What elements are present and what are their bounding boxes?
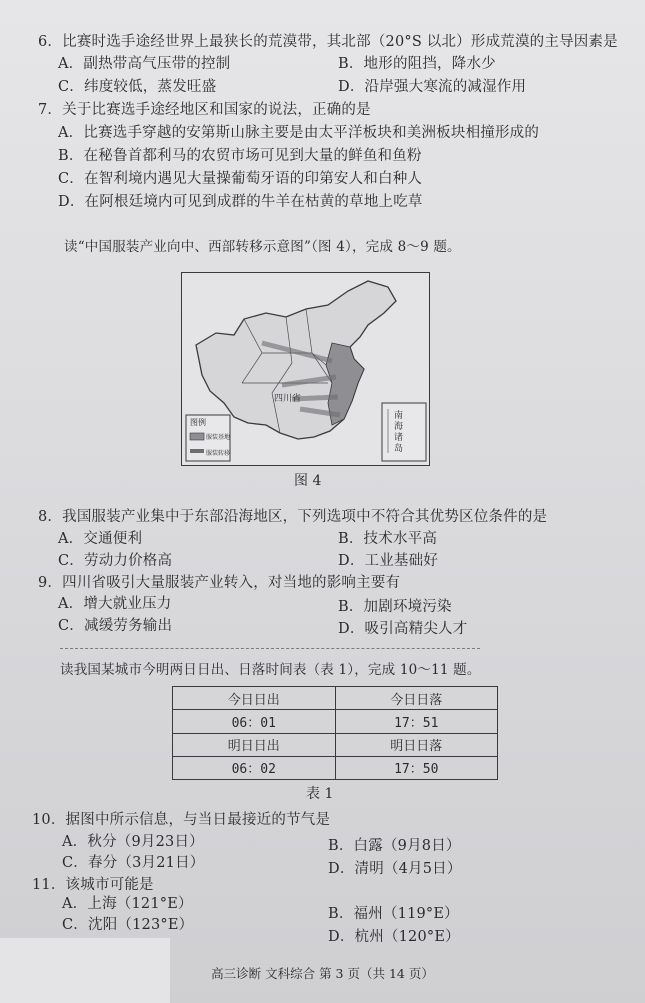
value-tomorrow-sunrise: 06：02 xyxy=(173,756,336,779)
question-8-option-d: D．工业基础好 xyxy=(338,553,439,569)
question-8-option-a: A．交通便利 xyxy=(58,531,143,547)
question-10-option-d: D．清明（4月5日） xyxy=(328,861,462,877)
question-9-option-b: B．加剧环境污染 xyxy=(338,599,452,615)
question-11-option-a: A．上海（121°E） xyxy=(62,896,193,912)
question-6-option-c: C．纬度较低，蒸发旺盛 xyxy=(58,79,217,95)
question-9-option-c: C．减缓劳务输出 xyxy=(58,618,173,634)
question-11-option-d: D．杭州（120°E） xyxy=(328,929,460,945)
header-today-sunset: 今日日落 xyxy=(335,687,498,710)
figure-4-caption: 图 4 xyxy=(294,473,322,489)
header-tomorrow-sunset: 明日日落 xyxy=(335,733,498,756)
value-tomorrow-sunset: 17：50 xyxy=(335,756,498,779)
value-today-sunset: 17：51 xyxy=(335,710,498,733)
question-6-option-d: D．沿岸强大寒流的减湿作用 xyxy=(338,79,527,95)
question-6-option-a: A．副热带高气压带的控制 xyxy=(58,56,231,72)
question-6-stem: 6．比赛时选手途经世界上最狭长的荒漠带，其北部（20°S 以北）形成荒漠的主导因素是 xyxy=(38,34,618,50)
question-11-stem: 11．该城市可能是 xyxy=(32,877,154,893)
header-tomorrow-sunrise: 明日日出 xyxy=(173,733,336,756)
table-1-sun-times xyxy=(172,686,498,780)
inset-label: 南海诸岛 xyxy=(394,411,404,454)
question-8-stem: 8．我国服装产业集中于东部沿海地区，下列选项中不符合其优势区位条件的是 xyxy=(38,509,548,525)
legend-label-base: 服装基地 xyxy=(206,434,231,441)
question-9-option-a: A．增大就业压力 xyxy=(58,596,172,612)
question-7-option-c: C．在智利境内遇见大量操葡萄牙语的印第安人和白种人 xyxy=(58,171,423,187)
question-7-option-a: A．比赛选手穿越的安第斯山脉主要是由太平洋板块和美洲板块相撞形成的 xyxy=(58,125,540,141)
question-7-stem: 7．关于比赛选手途经地区和国家的说法，正确的是 xyxy=(38,102,371,118)
section-divider xyxy=(60,648,480,649)
legend-base-swatch xyxy=(190,433,204,440)
legend-label-transfer: 服装转移 xyxy=(206,450,231,457)
question-8-option-c: C．劳动力价格高 xyxy=(58,553,173,569)
question-7-option-b: B．在秘鲁首都利马的农贸市场可见到大量的鲜鱼和鱼粉 xyxy=(58,148,422,164)
question-8-option-b: B．技术水平高 xyxy=(338,531,438,547)
question-6-option-b: B．地形的阻挡，降水少 xyxy=(338,56,496,72)
header-today-sunrise: 今日日出 xyxy=(173,687,336,710)
figure-4-map xyxy=(181,272,430,466)
question-9-stem: 9．四川省吸引大量服装产业转入，对当地的影响主要有 xyxy=(38,575,401,591)
intro-questions-8-9: 读“中国服装产业向中、西部转移示意图”（图 4），完成 8～9 题。 xyxy=(64,239,461,255)
sichuan-label: 四川省 xyxy=(274,394,302,404)
value-today-sunrise: 06：01 xyxy=(173,710,336,733)
question-11-option-b: B．福州（119°E） xyxy=(328,906,459,922)
question-10-option-b: B．白露（9月8日） xyxy=(328,838,461,854)
legend-title: 图例 xyxy=(190,418,206,427)
table-1-caption: 表 1 xyxy=(306,786,334,802)
question-10-option-a: A．秋分（9月23日） xyxy=(62,834,204,850)
question-10-stem: 10．据图中所示信息，与当日最接近的节气是 xyxy=(32,812,331,828)
question-7-option-d: D．在阿根廷境内可见到成群的牛羊在枯黄的草地上吃草 xyxy=(58,194,423,210)
page-footer: 高三诊断 文科综合 第 3 页（共 14 页） xyxy=(211,966,434,981)
intro-questions-10-11: 读我国某城市今明两日日出、日落时间表（表 1），完成 10～11 题。 xyxy=(60,662,481,678)
question-10-option-c: C．春分（3月21日） xyxy=(62,855,205,871)
question-11-option-c: C．沈阳（123°E） xyxy=(62,917,194,933)
question-9-option-d: D．吸引高精尖人才 xyxy=(338,621,468,637)
